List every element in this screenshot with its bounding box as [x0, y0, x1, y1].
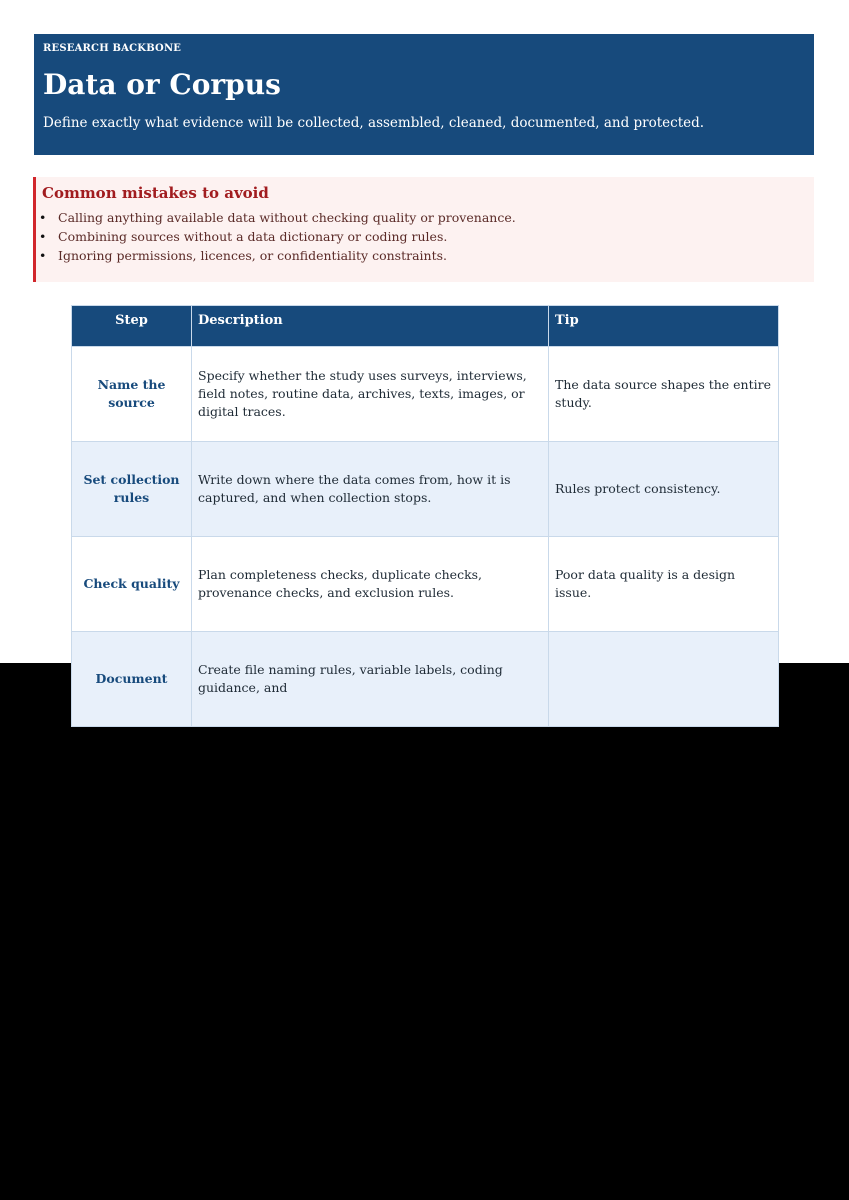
bullet-icon: • [39, 248, 47, 263]
table-row [72, 537, 779, 632]
tip-cell: Poor data quality is a design issue. [549, 537, 779, 632]
table-row [72, 632, 779, 727]
mistake-text: Combining sources without a data dictionary or coding rules. [58, 229, 448, 244]
mistake-item [39, 208, 806, 227]
description-cell: Create file naming rules, variable labels, coding guidance, and [192, 632, 549, 727]
mistake-text: Ignoring permissions, licences, or confidentiality constraints. [58, 248, 447, 263]
step-cell: Document [72, 632, 192, 727]
table-header-row [72, 306, 779, 347]
column-header-tip: Tip [549, 306, 779, 347]
tip-cell: Rules protect consistency. [549, 442, 779, 537]
page-title: Data or Corpus [43, 68, 281, 101]
page-subtitle: Define exactly what evidence will be collected, assembled, cleaned, documented, and protected. [43, 115, 705, 131]
description-cell: Write down where the data comes from, how it is captured, and when collection stops. [192, 442, 549, 537]
mistakes-list [39, 208, 806, 265]
table-row [72, 442, 779, 537]
mistakes-title: Common mistakes to avoid [42, 184, 269, 202]
description-cell: Specify whether the study uses surveys, interviews, field notes, routine data, archives, texts, images, or digital traces. [192, 347, 549, 442]
mistake-text: Calling anything available data without checking quality or provenance. [58, 210, 516, 225]
column-header-step: Step [72, 306, 192, 347]
mistake-item [39, 227, 806, 246]
steps-table [71, 305, 779, 727]
page-header [34, 34, 814, 155]
description-cell: Plan completeness checks, duplicate checks, provenance checks, and exclusion rules. [192, 537, 549, 632]
step-cell: Name the source [72, 347, 192, 442]
mistakes-callout [33, 177, 814, 282]
mistake-item [39, 246, 806, 265]
column-header-description: Description [192, 306, 549, 347]
bullet-icon: • [39, 229, 47, 244]
step-cell: Check quality [72, 537, 192, 632]
table-row [72, 347, 779, 442]
section-eyebrow: RESEARCH BACKBONE [43, 43, 182, 54]
bullet-icon: • [39, 210, 47, 225]
step-cell: Set collection rules [72, 442, 192, 537]
tip-cell [549, 632, 779, 727]
tip-cell: The data source shapes the entire study. [549, 347, 779, 442]
